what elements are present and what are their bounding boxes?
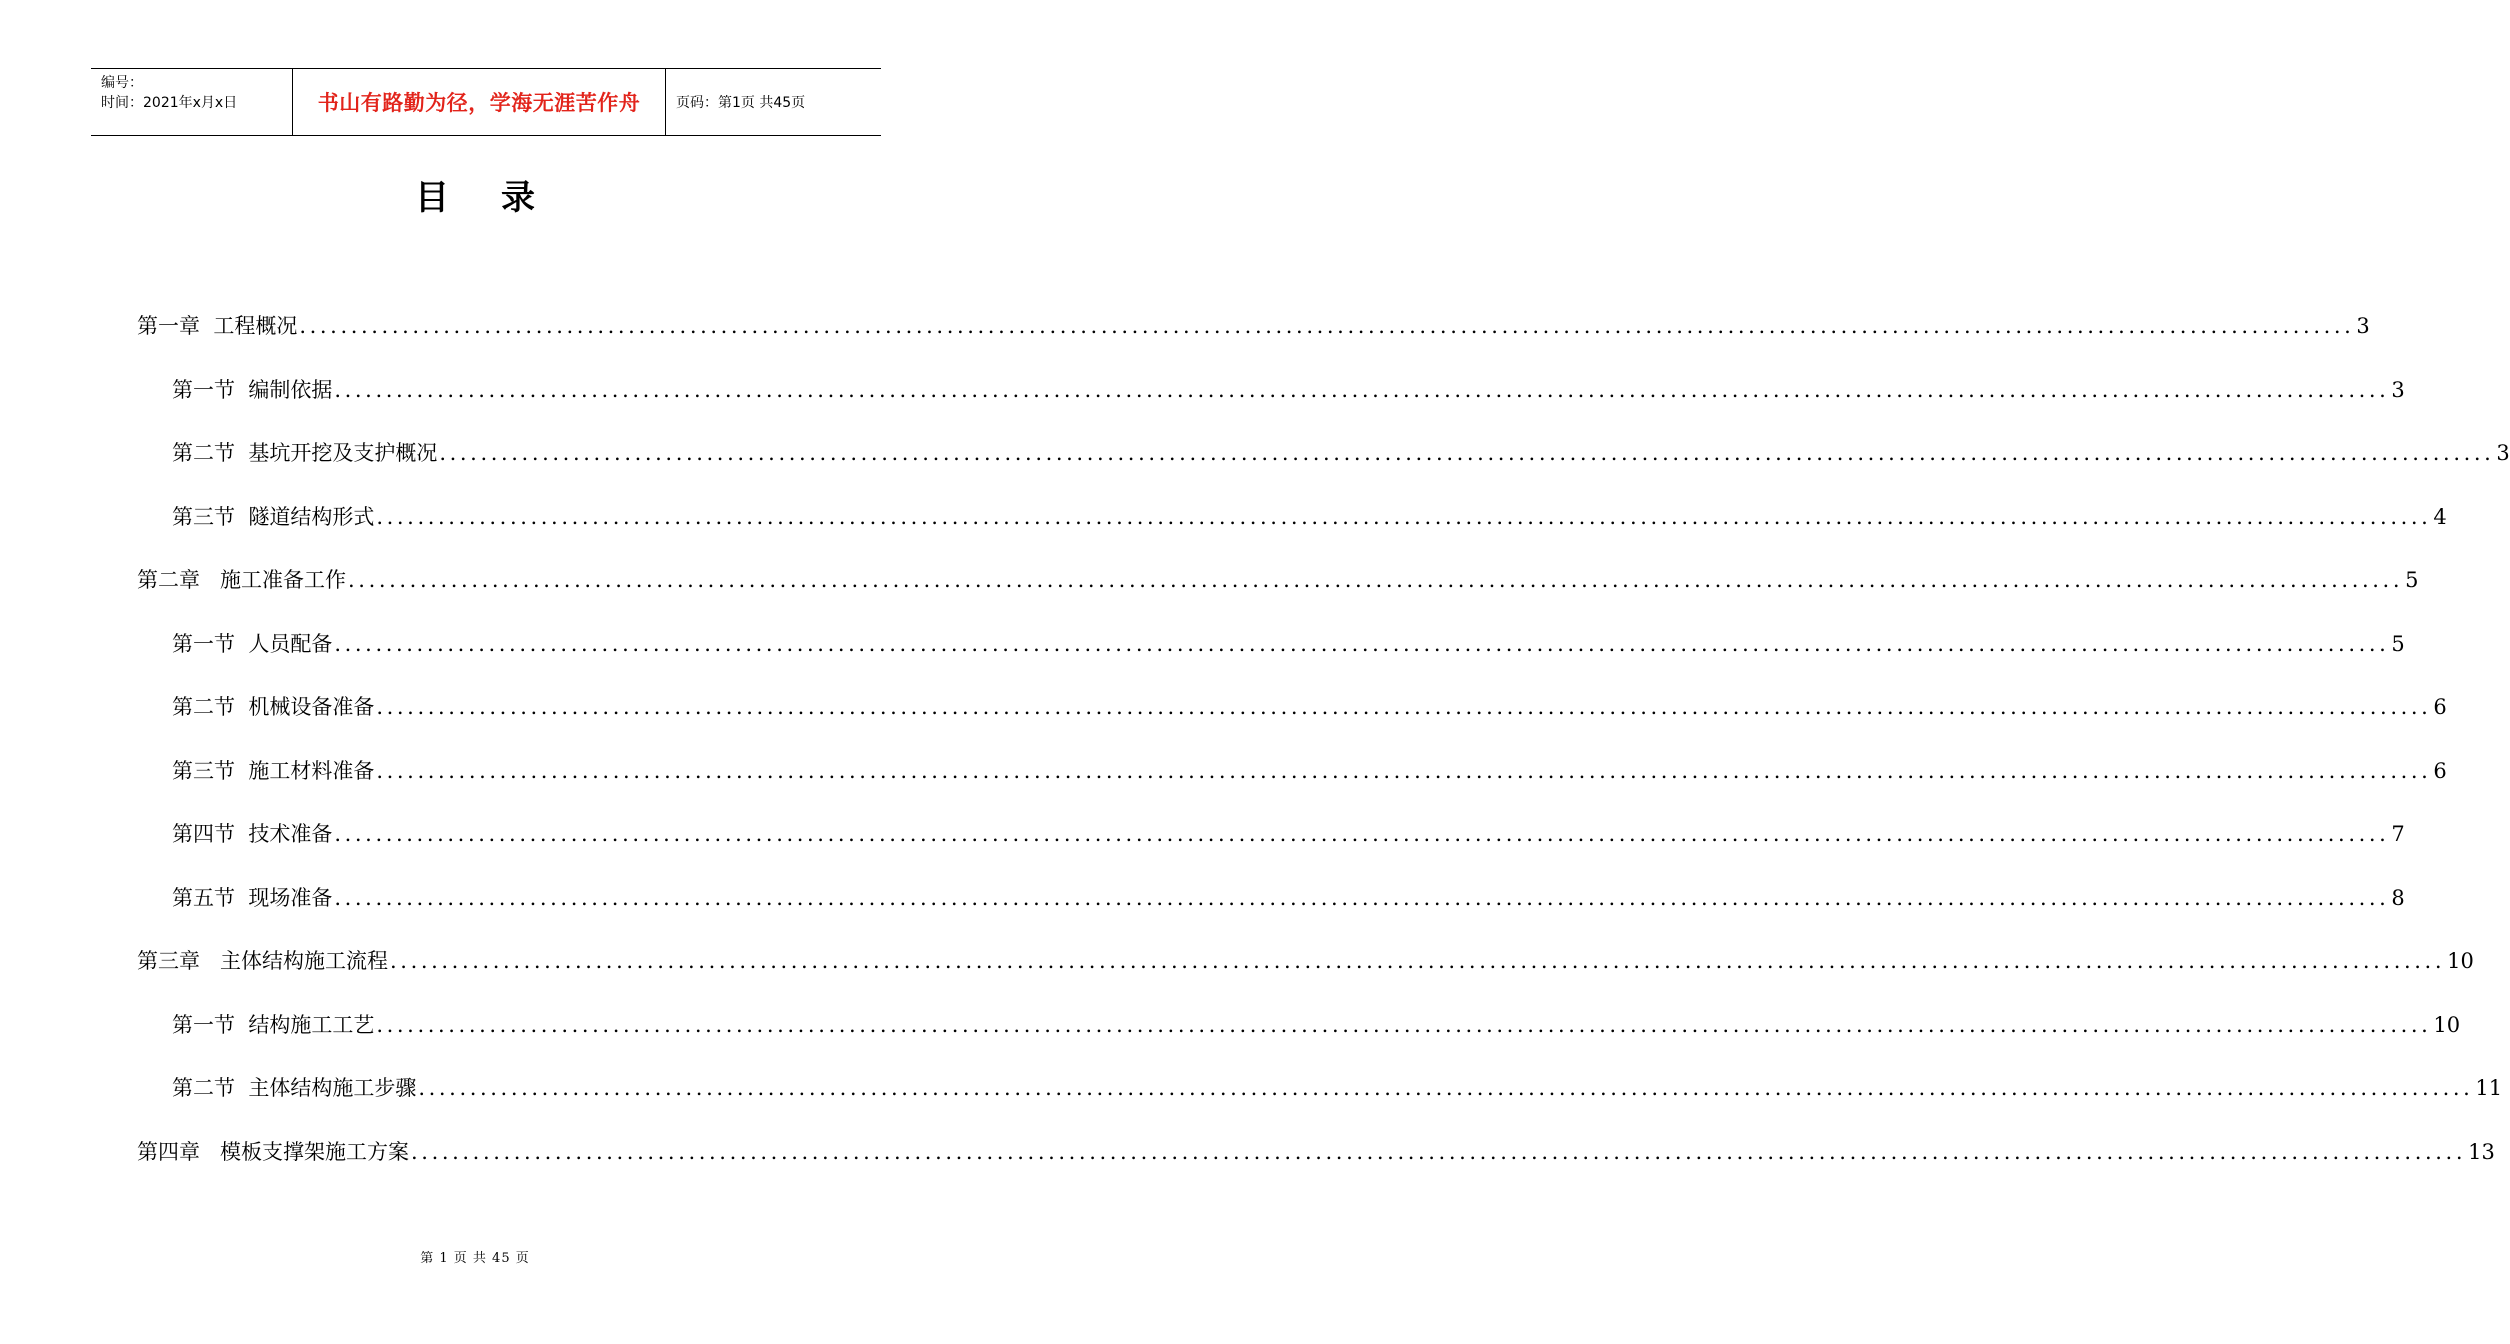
toc-entry-label: 第一节 编制依据 bbox=[172, 377, 333, 402]
toc-entry-label: 第二节 机械设备准备 bbox=[172, 695, 375, 719]
toc-leader-dots: ........................................................................................................................................................................................................ bbox=[334, 631, 2390, 656]
header-time-label: 时间：2021年x月x日 bbox=[101, 95, 238, 111]
toc-entry-page: 10 bbox=[2447, 949, 2474, 973]
toc-entry-label: 第四章 模板支撑架施工方案 bbox=[137, 1139, 410, 1164]
toc-entry-page: 5 bbox=[2391, 631, 2405, 656]
toc-entry-label: 第五节 现场准备 bbox=[172, 885, 333, 910]
document-title: 目录 bbox=[415, 178, 587, 218]
toc-entry[interactable] bbox=[172, 628, 2405, 668]
toc-leader-dots: ........................................................................................................................................................................................................ bbox=[334, 885, 2390, 910]
toc-entry[interactable] bbox=[137, 564, 2419, 604]
toc-entry-page: 8 bbox=[2391, 885, 2405, 910]
toc-leader-dots: ........................................................................................................................................................................................................ bbox=[299, 314, 2355, 338]
toc-entry-page: 3 bbox=[2356, 314, 2370, 338]
toc-entry-label: 第三节 隧道结构形式 bbox=[172, 504, 375, 529]
toc-leader-dots: ........................................................................................................................................................................................................ bbox=[334, 377, 2390, 402]
page-header bbox=[91, 68, 881, 136]
toc-leader-dots: ........................................................................................................................................................................................................ bbox=[376, 758, 2432, 783]
toc-leader-dots: ........................................................................................................................................................................................................ bbox=[348, 568, 2404, 592]
toc-entry[interactable] bbox=[172, 882, 2405, 922]
toc-entry-page: 4 bbox=[2433, 504, 2447, 529]
toc-entry-page: 7 bbox=[2391, 822, 2405, 846]
toc-entry[interactable] bbox=[172, 818, 2405, 858]
toc-leader-dots: ........................................................................................................................................................................................................ bbox=[439, 441, 2495, 465]
page-footer: 第 1 页 共 45 页 bbox=[420, 1251, 530, 1266]
toc-entry-label: 第二节 主体结构施工步骤 bbox=[172, 1076, 417, 1100]
toc-leader-dots: ........................................................................................................................................................................................................ bbox=[376, 504, 2432, 529]
toc-entry-label: 第一章 工程概况 bbox=[137, 314, 298, 338]
toc-entry[interactable] bbox=[172, 437, 2510, 477]
toc-entry-page: 3 bbox=[2391, 377, 2405, 402]
toc-leader-dots: ........................................................................................................................................................................................................ bbox=[376, 695, 2432, 719]
header-meta bbox=[91, 69, 293, 135]
toc-entry-page: 6 bbox=[2433, 695, 2447, 719]
toc-entry-label: 第二节 基坑开挖及支护概况 bbox=[172, 441, 438, 465]
toc-entry[interactable] bbox=[172, 501, 2447, 541]
toc-entry-page: 11 bbox=[2475, 1076, 2503, 1100]
toc-entry[interactable] bbox=[172, 691, 2447, 731]
toc-entry-page: 10 bbox=[2433, 1012, 2461, 1037]
toc-entry-label: 第四节 技术准备 bbox=[172, 822, 333, 846]
header-number-label: 编号： bbox=[101, 75, 143, 91]
toc-entry-label: 第一节 人员配备 bbox=[172, 631, 333, 656]
header-page-info: 页码：第1页 共45页 bbox=[676, 95, 806, 111]
toc-entry[interactable] bbox=[137, 1136, 2495, 1176]
toc-entry[interactable] bbox=[172, 374, 2405, 414]
toc-entry-label: 第二章 施工准备工作 bbox=[137, 568, 347, 592]
toc-entry[interactable] bbox=[137, 310, 2370, 350]
header-motto: 书山有路勤为径，学海无涯苦作舟 bbox=[293, 69, 666, 135]
toc-entry-page: 5 bbox=[2405, 568, 2419, 592]
toc-entry-page: 6 bbox=[2433, 758, 2447, 783]
toc-leader-dots: ........................................................................................................................................................................................................ bbox=[411, 1139, 2467, 1164]
toc-entry-page: 13 bbox=[2468, 1139, 2495, 1164]
toc-leader-dots: ........................................................................................................................................................................................................ bbox=[376, 1012, 2432, 1037]
toc-entry-page: 3 bbox=[2496, 441, 2510, 465]
toc-entry[interactable] bbox=[172, 1009, 2461, 1049]
toc-entry-label: 第三节 施工材料准备 bbox=[172, 758, 375, 783]
toc-leader-dots: ........................................................................................................................................................................................................ bbox=[334, 822, 2390, 846]
toc-leader-dots: ........................................................................................................................................................................................................ bbox=[390, 949, 2446, 973]
toc-leader-dots: ........................................................................................................................................................................................................ bbox=[418, 1076, 2474, 1100]
toc-entry[interactable] bbox=[137, 945, 2474, 985]
toc-entry-label: 第三章 主体结构施工流程 bbox=[137, 949, 389, 973]
toc-entry-label: 第一节 结构施工工艺 bbox=[172, 1012, 375, 1037]
toc-entry[interactable] bbox=[172, 1072, 2503, 1112]
toc-entry[interactable] bbox=[172, 755, 2447, 795]
